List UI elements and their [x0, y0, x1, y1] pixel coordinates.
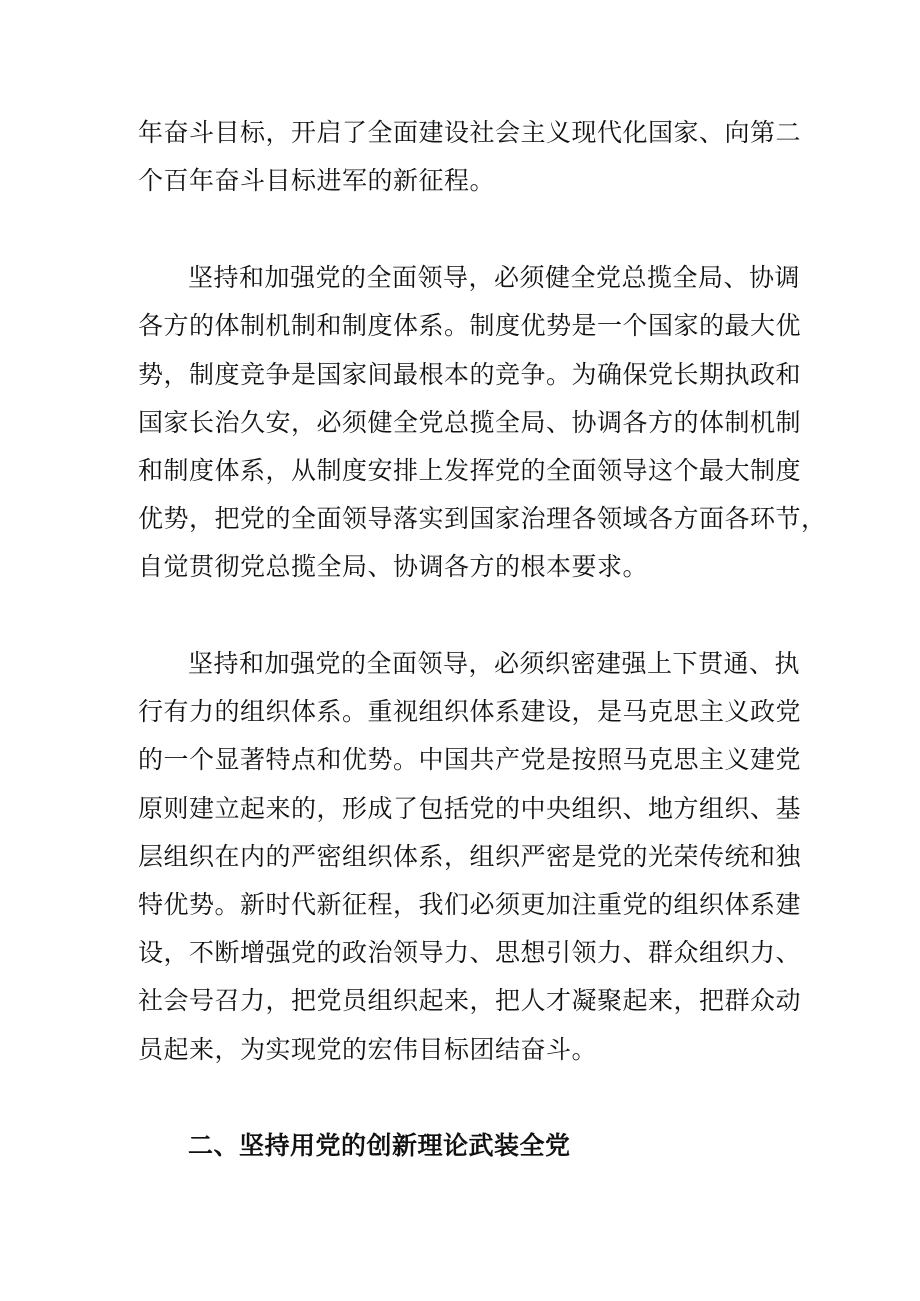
paragraph-2-line-2: 各方的体制机制和制度体系。制度优势是一个国家的最大优	[138, 311, 802, 340]
paragraph-2-line-7: 自觉贯彻党总揽全局、协调各方的根本要求。	[138, 552, 649, 581]
paragraph-3-line-9: 员起来，为实现党的宏伟目标团结奋斗。	[138, 1035, 598, 1064]
paragraph-3-line-7: 设，不断增强党的政治领导力、思想引领力、群众组织力、	[138, 938, 802, 967]
paragraph-1-line-1: 年奋斗目标，开启了全面建设社会主义现代化国家、向第二	[138, 118, 802, 147]
paragraph-1-line-2: 个百年奋斗目标进军的新征程。	[138, 166, 496, 195]
paragraph-3-line-5: 层组织在内的严密组织体系，组织严密是党的光荣传统和独	[138, 842, 802, 871]
paragraph-3-line-8: 社会号召力，把党员组织起来，把人才凝聚起来，把群众动	[138, 986, 802, 1015]
paragraph-3-line-6: 特优势。新时代新征程，我们必须更加注重党的组织体系建	[138, 890, 802, 919]
paragraph-2-line-1: 坚持和加强党的全面领导，必须健全党总揽全局、协调	[188, 263, 801, 292]
paragraph-3-line-4: 原则建立起来的，形成了包括党的中央组织、地方组织、基	[138, 794, 802, 823]
paragraph-2-line-5: 和制度体系，从制度安排上发挥党的全面领导这个最大制度	[138, 456, 802, 485]
section-heading: 二、坚持用党的创新理论武装全党	[188, 1131, 571, 1160]
paragraph-3-line-3: 的一个显著特点和优势。中国共产党是按照马克思主义建党	[138, 745, 802, 774]
paragraph-3-line-1: 坚持和加强党的全面领导，必须织密建强上下贯通、执	[188, 649, 801, 678]
paragraph-2-line-6: 优势，把党的全面领导落实到国家治理各领域各方面各环节，	[138, 504, 827, 533]
paragraph-2-line-3: 势，制度竞争是国家间最根本的竞争。为确保党长期执政和	[138, 360, 802, 389]
paragraph-2-line-4: 国家长治久安，必须健全党总揽全局、协调各方的体制机制	[138, 408, 802, 437]
paragraph-3-line-2: 行有力的组织体系。重视组织体系建设，是马克思主义政党	[138, 697, 802, 726]
